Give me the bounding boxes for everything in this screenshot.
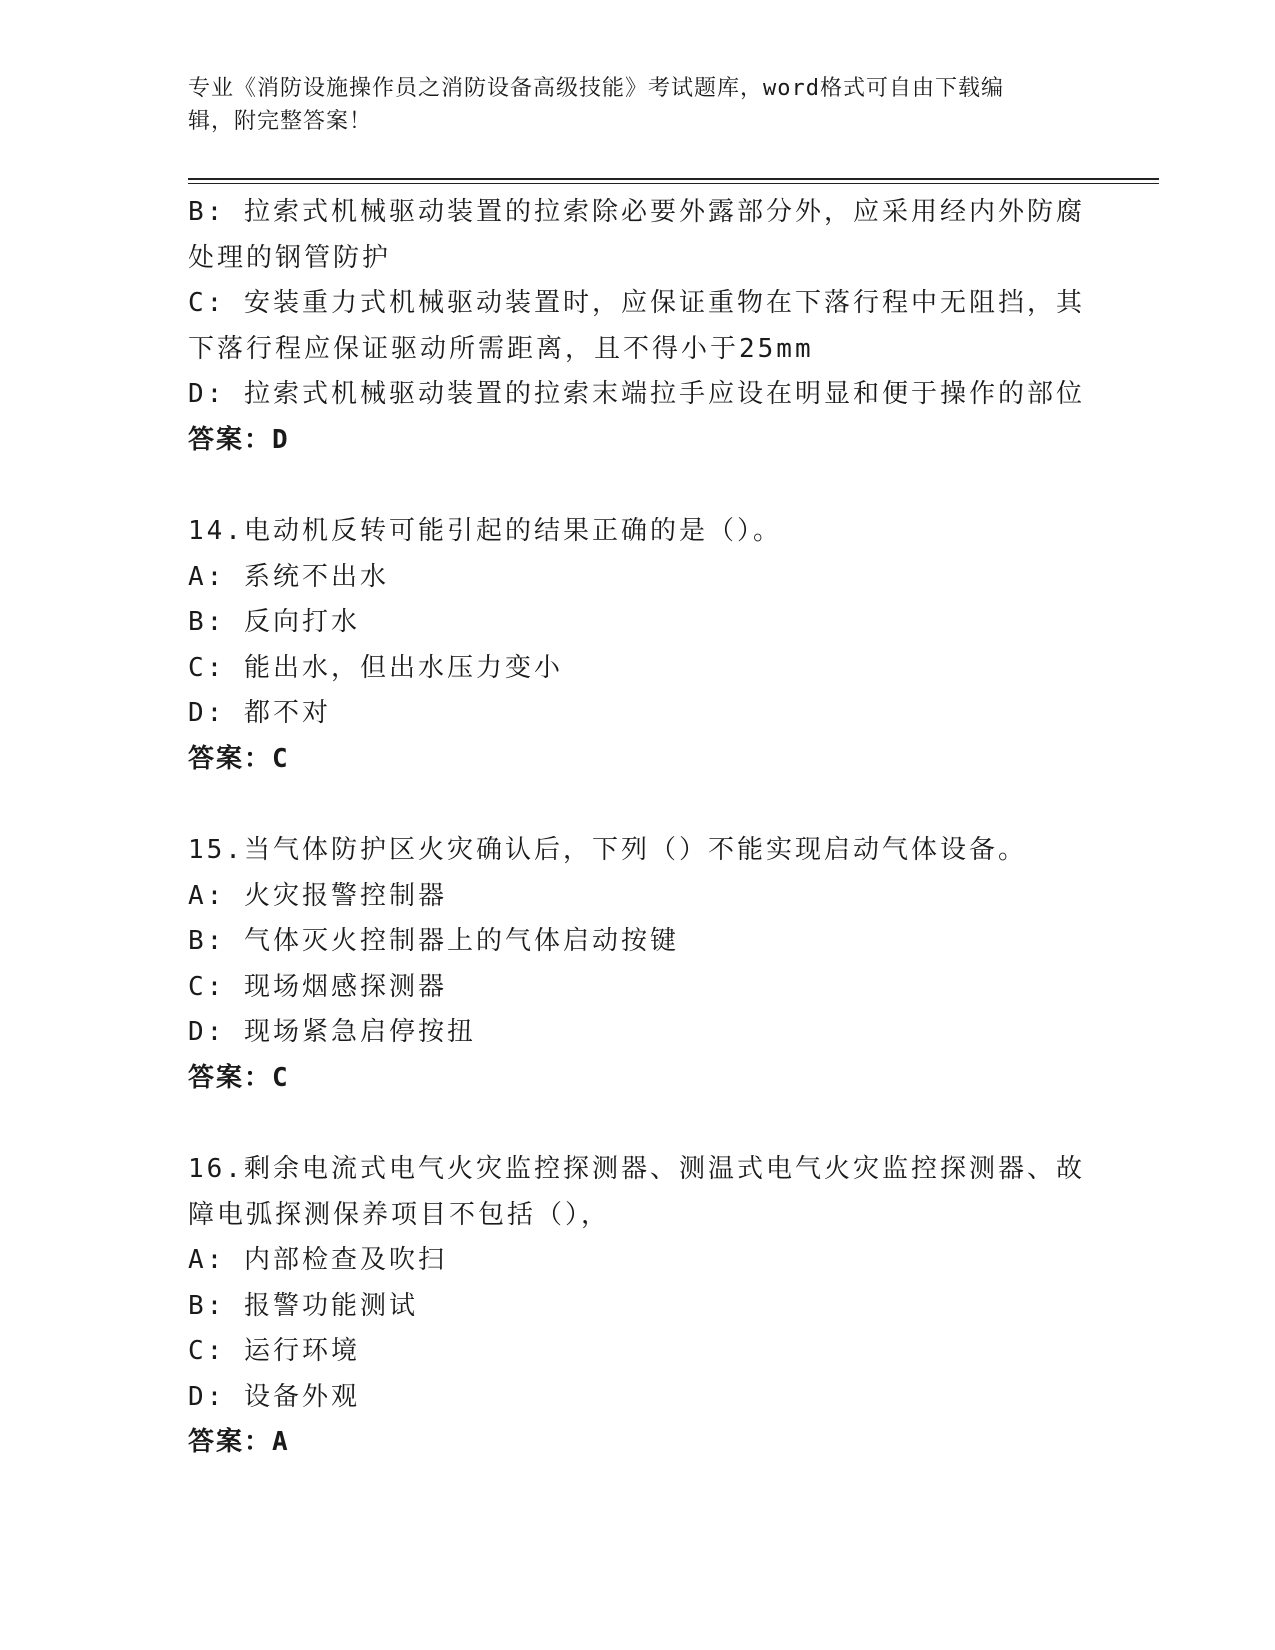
- q13-option-b-line2: 处理的钢管防护: [188, 242, 392, 273]
- q16-option-d: D: 设备外观: [188, 1381, 360, 1412]
- q13-option-d: D: 拉索式机械驱动装置的拉索末端拉手应设在明显和便于操作的部位: [188, 379, 1085, 409]
- q14-option-c: C: 能出水，但出水压力变小: [188, 652, 563, 683]
- q13-option-c-line2: 下落行程应保证驱动所需距离，且不得小于25mm: [188, 333, 814, 364]
- q16-option-c: C: 运行环境: [188, 1336, 360, 1366]
- q15-option-c: C: 现场烟感探测器: [188, 971, 447, 1002]
- q15-question: 15.当气体防护区火灾确认后，下列（）不能实现启动气体设备。: [188, 835, 1027, 865]
- spacer: [188, 463, 1088, 509]
- q14-option-a: A: 系统不出水: [188, 561, 389, 592]
- question-13-block: [188, 190, 1088, 463]
- q14-answer: 答案：C: [188, 743, 290, 774]
- q13-answer: 答案：D: [188, 424, 290, 455]
- q15-option-b: B: 气体灭火控制器上的气体启动按键: [188, 926, 679, 956]
- header-line-1: 专业《消防设施操作员之消防设备高级技能》考试题库，word格式可自由下载编: [188, 76, 1004, 101]
- q16-question-line2: 障电弧探测保养项目不包括（），: [188, 1199, 611, 1230]
- q16-option-a: A: 内部检查及吹扫: [188, 1245, 447, 1275]
- q14-option-d: D: 都不对: [188, 698, 331, 728]
- q15-option-a: A: 火灾报警控制器: [188, 880, 447, 911]
- question-16-block: [188, 1147, 1088, 1466]
- q14-question: 14.电动机反转可能引起的结果正确的是（）。: [188, 516, 782, 546]
- spacer: [188, 782, 1088, 828]
- question-content: [188, 190, 1088, 1466]
- q15-option-d: D: 现场紧急启停按扭: [188, 1017, 476, 1047]
- q14-option-b: B: 反向打水: [188, 607, 360, 637]
- q16-answer: 答案：A: [188, 1427, 290, 1457]
- question-14-block: [188, 509, 1088, 782]
- page-header: [188, 72, 1088, 138]
- question-15-block: [188, 828, 1088, 1101]
- q15-answer: 答案：C: [188, 1062, 290, 1093]
- q16-question-line1: 16.剩余电流式电气火灾监控探测器、测温式电气火灾监控探测器、故: [188, 1154, 1085, 1184]
- q16-option-b: B: 报警功能测试: [188, 1290, 418, 1321]
- q13-option-b-line1: B: 拉索式机械驱动装置的拉索除必要外露部分外，应采用经内外防腐: [188, 197, 1085, 227]
- spacer: [188, 1101, 1088, 1147]
- header-line-2: 辑，附完整答案！: [188, 109, 373, 134]
- header-divider-thin: [188, 183, 1159, 184]
- header-divider-thick: [188, 178, 1159, 180]
- q13-option-c-line1: C: 安装重力式机械驱动装置时，应保证重物在下落行程中无阻挡，其: [188, 288, 1085, 318]
